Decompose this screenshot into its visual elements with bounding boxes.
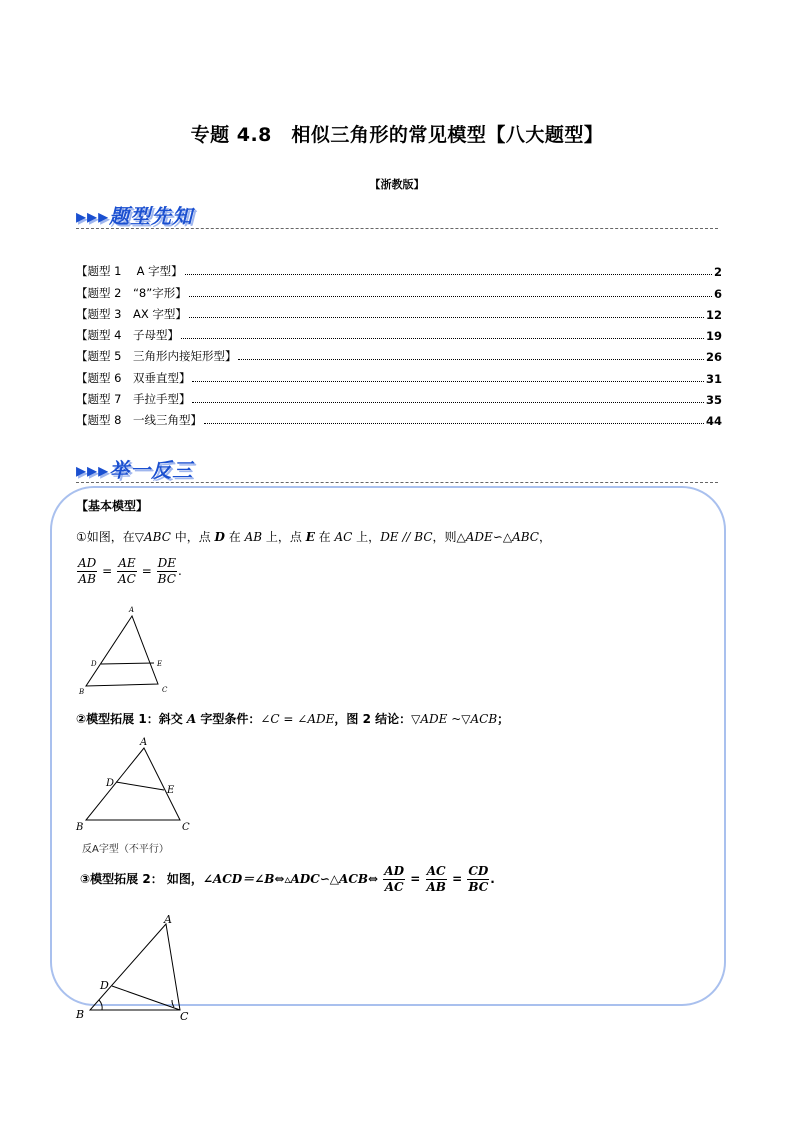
divider [76, 482, 718, 483]
banner-examples: ▸▸▸举一反三 [76, 458, 194, 482]
figure-mother-child-model [72, 910, 202, 1022]
model-2-statement: ②模型拓展 1：斜交 A 字型条件：∠C = ∠ADE，图 2 结论：▽ADE ~▽ACB； [76, 712, 510, 726]
table-of-contents [76, 258, 722, 428]
svg-text:A: A [140, 737, 148, 748]
toc-item[interactable]: 【题型 5 三角形内接矩形型】 26 [76, 349, 722, 365]
svg-text:B: B [79, 688, 85, 696]
svg-text:D: D [106, 778, 115, 789]
toc-item[interactable]: 【题型 4 子母型】 19 [76, 328, 722, 344]
svg-text:C: C [162, 686, 168, 694]
svg-text:E: E [167, 785, 175, 796]
figure-reverse-a-model [74, 734, 194, 836]
svg-text:B: B [76, 822, 84, 833]
toc-item[interactable]: 【题型 3 AX 字型】 12 [76, 306, 722, 322]
model-1-ratio: $\frac{AD}{AB}$ = $\frac{AE}{AC}$ = $\frac{DE}{BC}$ . [78, 556, 182, 586]
model-1-statement: ①如图，在▽ABC 中，点 D 在 AB 上，点 E 在 AC 上，DE // BC，则△ADE∽△ABC， [76, 530, 551, 544]
figure-caption: 反A字型（不平行） [82, 844, 169, 855]
svg-text:D: D [100, 979, 109, 992]
svg-text:A: A [129, 606, 135, 614]
svg-text:C: C [182, 822, 190, 833]
edition-label: 【浙教版】 [369, 178, 425, 191]
divider [76, 228, 718, 229]
svg-text:D: D [91, 660, 97, 668]
page-title: 专题 4.8 相似三角形的常见模型【八大题型】 [190, 124, 604, 146]
toc-item[interactable]: 【题型 1 A 字型】 2 [76, 264, 722, 280]
svg-text:C: C [180, 1010, 189, 1022]
toc-item[interactable]: 【题型 8 一线三角型】 44 [76, 413, 722, 429]
toc-item[interactable]: 【题型 6 双垂直型】 31 [76, 370, 722, 386]
section-heading: 【基本模型】 [76, 499, 149, 513]
figure-a-model [72, 602, 182, 698]
svg-text:B: B [76, 1008, 85, 1021]
svg-text:E: E [157, 660, 163, 668]
banner-topic-preview: ▸▸▸题型先知 [76, 204, 194, 228]
model-3-statement: ③模型拓展 2： 如图，∠ACD＝∠B⇔▵ADC∽△ACB⇔ $\frac{AD}{AC}$ = $\frac{AC}{AB}$ = $\frac{CD}{BC}$ . [80, 864, 495, 894]
toc-item[interactable]: 【题型 2 “8”字形】 6 [76, 285, 722, 301]
toc-item[interactable]: 【题型 7 手拉手型】 35 [76, 392, 722, 408]
svg-text:A: A [164, 913, 172, 926]
